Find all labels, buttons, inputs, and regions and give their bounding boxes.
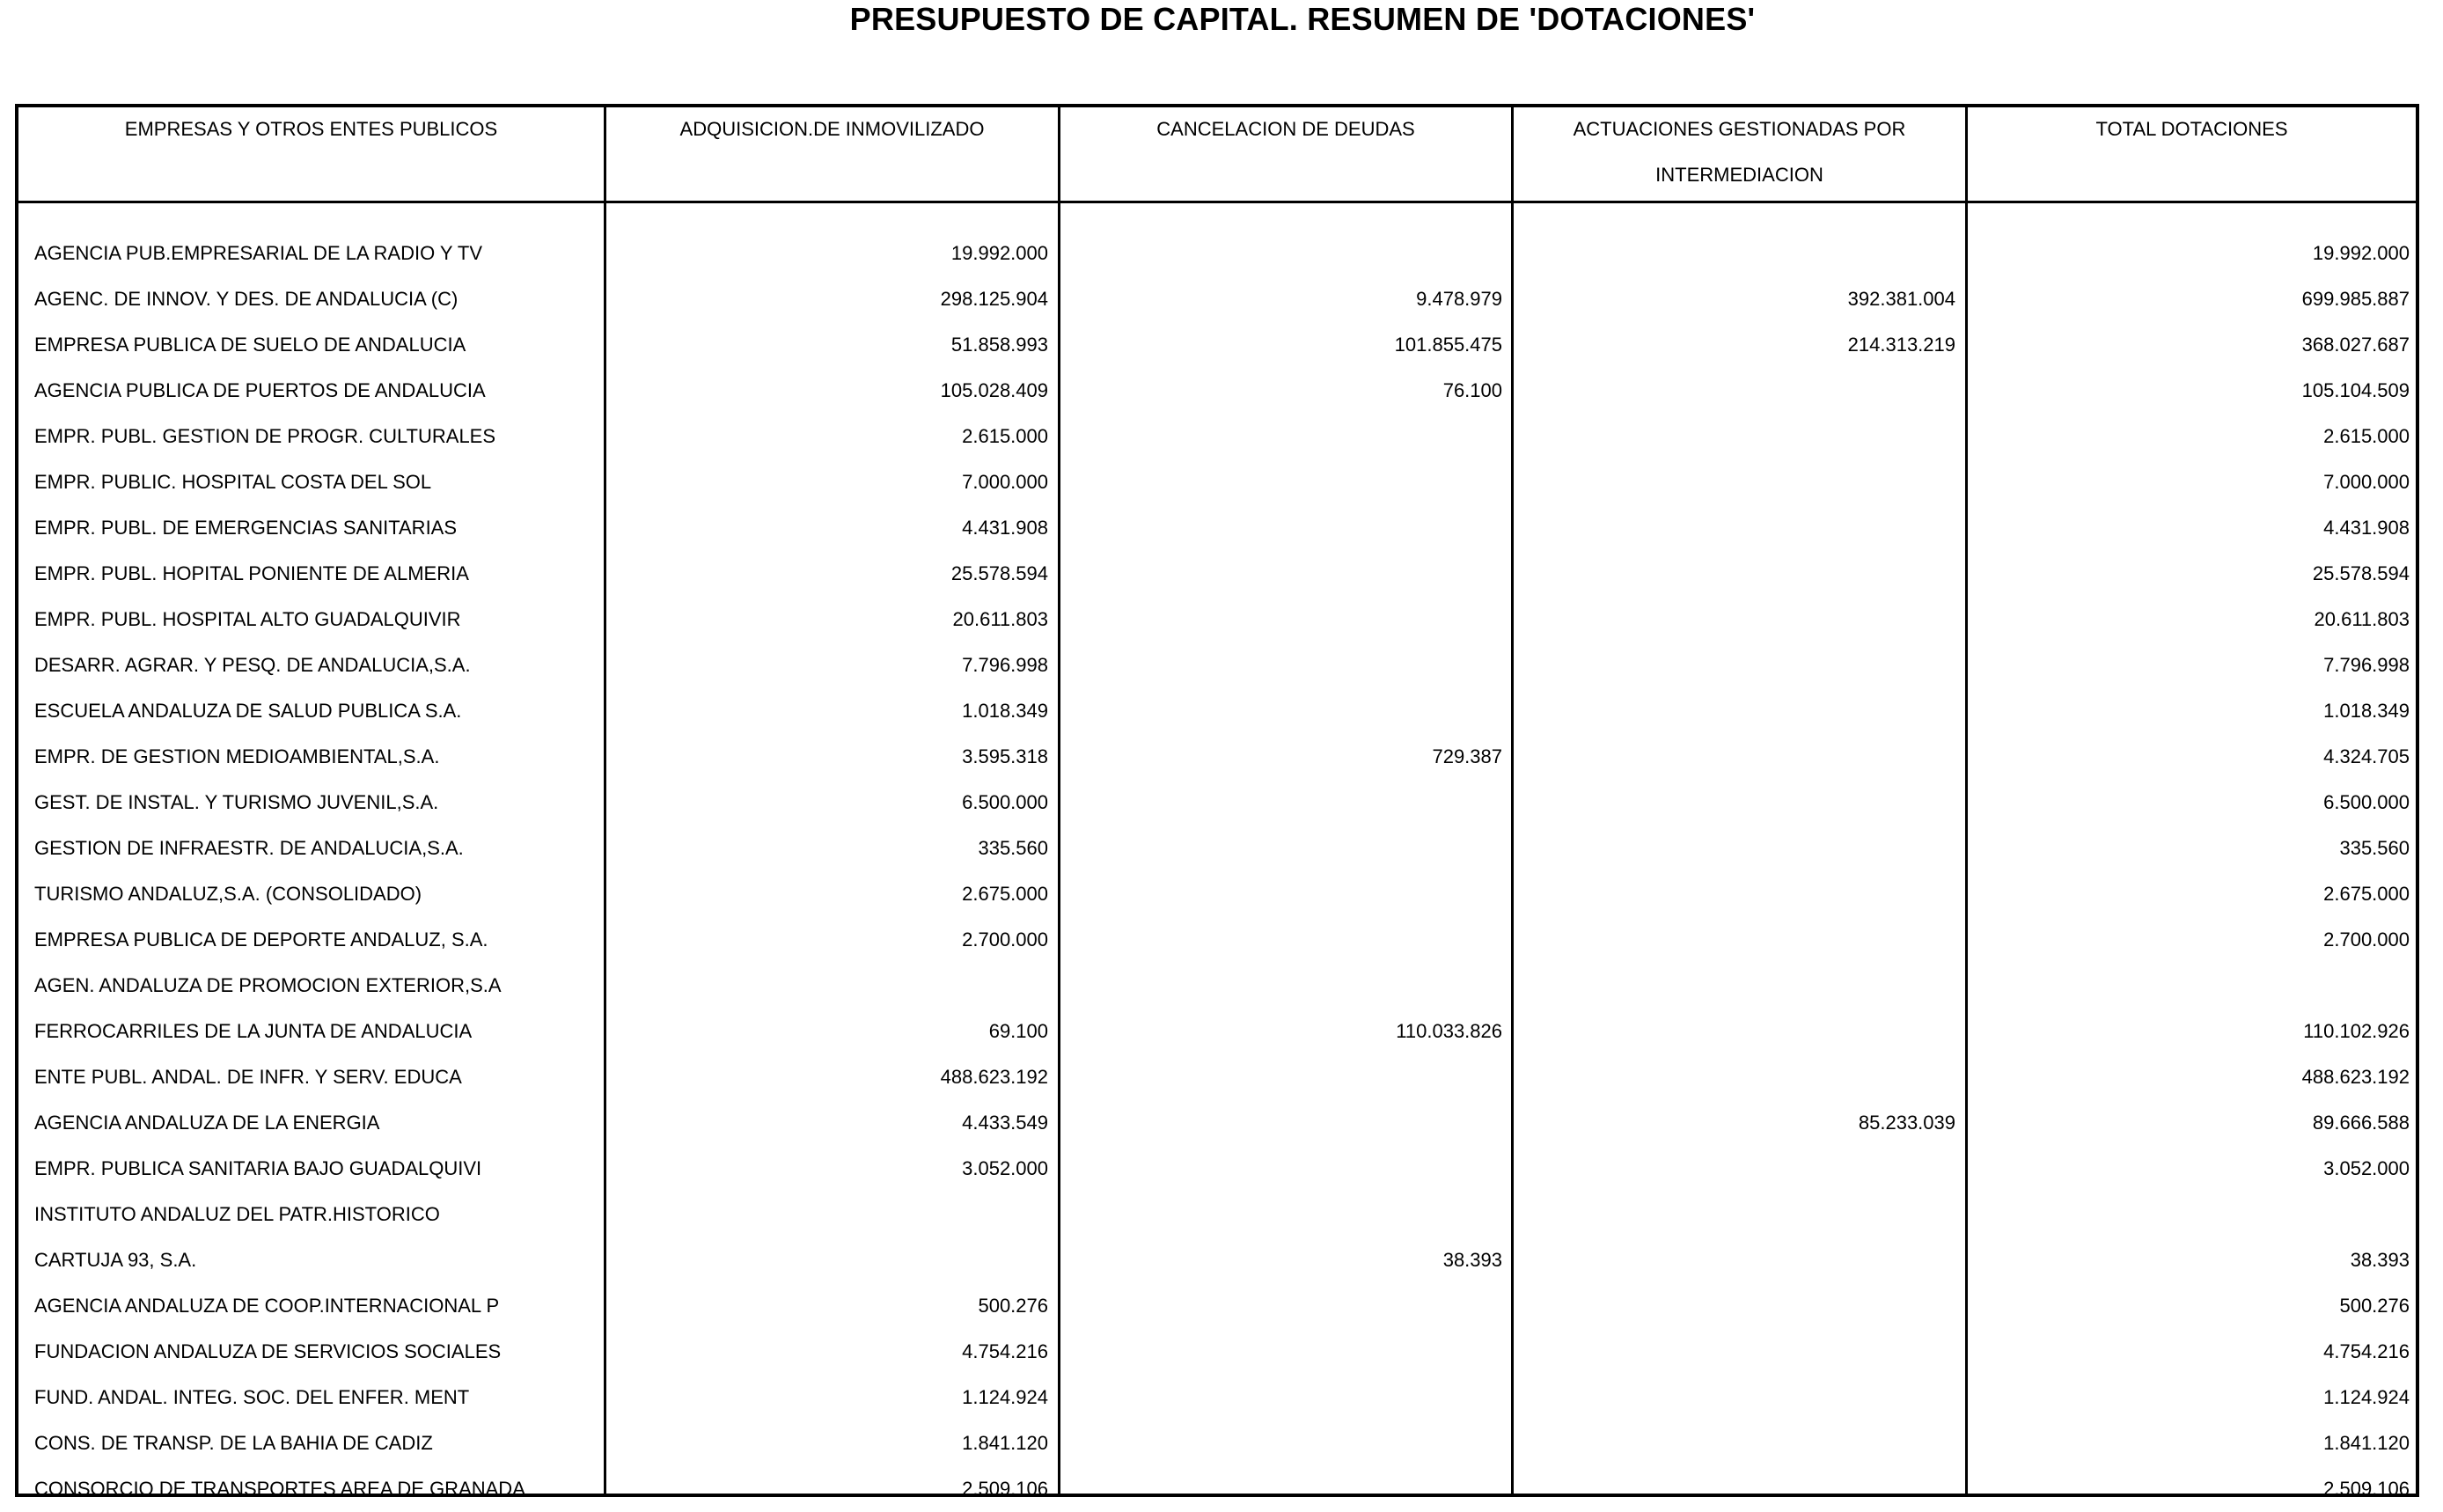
cancelacion-value: 38.393 (1442, 1249, 1502, 1271)
table-row (18, 414, 2416, 459)
table-row (18, 1009, 2416, 1054)
adquisicion-value: 500.276 (978, 1295, 1048, 1317)
entity-name: CARTUJA 93, S.A. (34, 1249, 197, 1271)
total-value: 89.666.588 (2312, 1112, 2410, 1134)
header-divider (18, 201, 2416, 203)
dotaciones-table (15, 104, 2419, 1500)
entity-name: EMPRESA PUBLICA DE SUELO DE ANDALUCIA (34, 334, 466, 356)
table-row (18, 551, 2416, 597)
total-value (1970, 963, 2410, 1009)
entity-name: AGEN. ANDALUZA DE PROMOCION EXTERIOR,S.A (34, 974, 502, 996)
total-value: 38.393 (2350, 1249, 2410, 1271)
entity-name: GESTION DE INFRAESTR. DE ANDALUCIA,S.A. (34, 837, 464, 859)
actuaciones-value (1515, 963, 1955, 1009)
table-row (18, 734, 2416, 780)
adquisicion-value: 19.992.000 (950, 242, 1048, 264)
adquisicion-value: 298.125.904 (940, 288, 1048, 310)
actuaciones-value (1515, 231, 1955, 276)
table-row (18, 1146, 2416, 1192)
adquisicion-value: 1.018.349 (962, 700, 1048, 722)
cancelacion-value (1062, 642, 1502, 688)
entity-name: EMPR. PUBL. HOPITAL PONIENTE DE ALMERIA (34, 562, 469, 584)
cancelacion-value: 110.033.826 (1396, 1020, 1502, 1042)
actuaciones-value (1515, 1146, 1955, 1192)
actuaciones-value (1515, 505, 1955, 551)
cancelacion-value (1062, 1466, 1502, 1512)
table-row (18, 322, 2416, 368)
total-value: 2.509.106 (2323, 1478, 2410, 1500)
column-header-label: TOTAL DOTACIONES (2095, 118, 2288, 140)
entity-name: EMPR. PUBLIC. HOSPITAL COSTA DEL SOL (34, 471, 432, 493)
cancelacion-value (1062, 597, 1502, 642)
total-value: 7.000.000 (2323, 471, 2410, 493)
cancelacion-value: 76.100 (1442, 379, 1502, 401)
entity-name: INSTITUTO ANDALUZ DEL PATR.HISTORICO (34, 1203, 440, 1225)
table-row (18, 1054, 2416, 1100)
entity-name: EMPR. PUBL. HOSPITAL ALTO GUADALQUIVIR (34, 608, 461, 630)
actuaciones-value (1515, 551, 1955, 597)
column-header-actuaciones (1514, 107, 1965, 201)
adquisicion-value: 4.754.216 (962, 1340, 1048, 1362)
column-header-label: EMPRESAS Y OTROS ENTES PUBLICOS (124, 118, 498, 140)
table-row (18, 505, 2416, 551)
entity-name: ENTE PUBL. ANDAL. DE INFR. Y SERV. EDUCA (34, 1066, 462, 1088)
actuaciones-value (1515, 1192, 1955, 1237)
adquisicion-value: 51.858.993 (950, 334, 1048, 356)
cancelacion-value (1062, 231, 1502, 276)
cancelacion-value (1062, 414, 1502, 459)
actuaciones-value (1515, 368, 1955, 414)
actuaciones-value (1515, 871, 1955, 917)
actuaciones-value (1515, 1054, 1955, 1100)
total-value: 500.276 (2339, 1295, 2410, 1317)
adquisicion-value (608, 1192, 1048, 1237)
page-title: PRESUPUESTO DE CAPITAL. RESUMEN DE 'DOTACIONES' (849, 1, 1756, 37)
cancelacion-value: 9.478.979 (1416, 288, 1502, 310)
actuaciones-value: 214.313.219 (1847, 334, 1955, 356)
cancelacion-value (1062, 1375, 1502, 1420)
entity-name: AGENCIA PUBLICA DE PUERTOS DE ANDALUCIA (34, 379, 486, 401)
table-row (18, 1375, 2416, 1420)
actuaciones-value (1515, 1283, 1955, 1329)
cancelacion-value (1062, 459, 1502, 505)
total-value: 2.700.000 (2323, 928, 2410, 951)
adquisicion-value: 20.611.803 (952, 608, 1048, 630)
table-row (18, 917, 2416, 963)
adquisicion-value: 2.615.000 (962, 425, 1048, 447)
table-row (18, 1100, 2416, 1146)
total-value: 7.796.998 (2323, 654, 2410, 676)
table-row (18, 1283, 2416, 1329)
table-row (18, 826, 2416, 871)
actuaciones-value (1515, 688, 1955, 734)
table-row (18, 1329, 2416, 1375)
total-value: 2.615.000 (2323, 425, 2410, 447)
entity-name: EMPR. PUBL. DE EMERGENCIAS SANITARIAS (34, 517, 458, 539)
table-row (18, 688, 2416, 734)
entity-name: EMPRESA PUBLICA DE DEPORTE ANDALUZ, S.A. (34, 928, 488, 951)
actuaciones-value (1515, 1237, 1955, 1283)
adquisicion-value: 3.052.000 (962, 1157, 1048, 1179)
adquisicion-value: 7.000.000 (962, 471, 1048, 493)
actuaciones-value (1515, 1329, 1955, 1375)
actuaciones-value (1515, 642, 1955, 688)
column-header-label: ADQUISICION.DE INMOVILIZADO (679, 118, 985, 140)
entity-name: AGENCIA ANDALUZA DE COOP.INTERNACIONAL P (34, 1295, 500, 1317)
cancelacion-value (1062, 1192, 1502, 1237)
total-value: 4.431.908 (2323, 517, 2410, 539)
entity-name: AGENC. DE INNOV. Y DES. DE ANDALUCIA (C) (34, 288, 459, 310)
adquisicion-value: 25.578.594 (950, 562, 1048, 584)
cancelacion-value (1062, 1146, 1502, 1192)
total-value: 335.560 (2339, 837, 2410, 859)
actuaciones-value (1515, 1420, 1955, 1466)
column-header-cancelacion (1060, 107, 1511, 201)
cancelacion-value (1062, 871, 1502, 917)
total-value: 20.611.803 (2314, 608, 2410, 630)
entity-name: AGENCIA PUB.EMPRESARIAL DE LA RADIO Y TV (34, 242, 483, 264)
actuaciones-value (1515, 734, 1955, 780)
adquisicion-value: 3.595.318 (962, 745, 1048, 767)
total-value: 4.754.216 (2323, 1340, 2410, 1362)
table-row (18, 1237, 2416, 1283)
cancelacion-value (1062, 1100, 1502, 1146)
cancelacion-value (1062, 505, 1502, 551)
entity-name: TURISMO ANDALUZ,S.A. (CONSOLIDADO) (34, 883, 422, 905)
table-row (18, 1192, 2416, 1237)
table-row (18, 231, 2416, 276)
actuaciones-value (1515, 459, 1955, 505)
entity-name: ESCUELA ANDALUZA DE SALUD PUBLICA S.A. (34, 700, 462, 722)
column-header-label: CANCELACION DE DEUDAS (1156, 118, 1415, 140)
table-row (18, 1420, 2416, 1466)
cancelacion-value (1062, 826, 1502, 871)
total-value (1970, 1192, 2410, 1237)
actuaciones-value (1515, 826, 1955, 871)
adquisicion-value (608, 963, 1048, 1009)
cancelacion-value: 101.855.475 (1394, 334, 1502, 356)
cancelacion-value (1062, 1329, 1502, 1375)
adquisicion-value: 1.124.924 (962, 1386, 1048, 1408)
adquisicion-value: 2.509.106 (962, 1478, 1048, 1500)
column-header-total (1968, 107, 2416, 201)
adquisicion-value: 4.431.908 (962, 517, 1048, 539)
table-row (18, 963, 2416, 1009)
entity-name: FUNDACION ANDALUZA DE SERVICIOS SOCIALES (34, 1340, 502, 1362)
column-header-label: ACTUACIONES GESTIONADAS POR (1573, 118, 1906, 140)
table-row (18, 276, 2416, 322)
adquisicion-value: 1.841.120 (962, 1432, 1048, 1454)
adquisicion-value: 105.028.409 (940, 379, 1048, 401)
column-header-entity (18, 107, 604, 201)
cancelacion-value (1062, 963, 1502, 1009)
total-value: 1.018.349 (2323, 700, 2410, 722)
table-row (18, 780, 2416, 826)
actuaciones-value (1515, 1009, 1955, 1054)
cancelacion-value (1062, 780, 1502, 826)
table-row (18, 1466, 2416, 1512)
actuaciones-value (1515, 917, 1955, 963)
column-header-adquisicion (606, 107, 1058, 201)
adquisicion-value (608, 1237, 1048, 1283)
table-row (18, 642, 2416, 688)
total-value: 2.675.000 (2323, 883, 2410, 905)
actuaciones-value: 392.381.004 (1847, 288, 1955, 310)
total-value: 110.102.926 (2303, 1020, 2410, 1042)
adquisicion-value: 7.796.998 (962, 654, 1048, 676)
adquisicion-value: 69.100 (988, 1020, 1048, 1042)
total-value: 25.578.594 (2312, 562, 2410, 584)
cancelacion-value (1062, 1054, 1502, 1100)
adquisicion-value: 335.560 (978, 837, 1048, 859)
total-value: 1.841.120 (2323, 1432, 2410, 1454)
actuaciones-value (1515, 414, 1955, 459)
actuaciones-value (1515, 780, 1955, 826)
column-header-label-continued: INTERMEDIACION (1655, 164, 1823, 186)
adquisicion-value: 4.433.549 (962, 1112, 1048, 1134)
total-value: 6.500.000 (2323, 791, 2410, 813)
entity-name: EMPR. PUBLICA SANITARIA BAJO GUADALQUIVI (34, 1157, 482, 1179)
adquisicion-value: 2.700.000 (962, 928, 1048, 951)
table-row (18, 871, 2416, 917)
actuaciones-value: 85.233.039 (1858, 1112, 1955, 1134)
entity-name: CONS. DE TRANSP. DE LA BAHIA DE CADIZ (34, 1432, 433, 1454)
entity-name: DESARR. AGRAR. Y PESQ. DE ANDALUCIA,S.A. (34, 654, 471, 676)
cancelacion-value (1062, 917, 1502, 963)
adquisicion-value: 2.675.000 (962, 883, 1048, 905)
actuaciones-value (1515, 597, 1955, 642)
entity-name: CONSORCIO DE TRANSPORTES AREA DE GRANADA (34, 1478, 525, 1500)
cancelacion-value (1062, 688, 1502, 734)
entity-name: AGENCIA ANDALUZA DE LA ENERGIA (34, 1112, 380, 1134)
total-value: 699.985.887 (2301, 288, 2410, 310)
total-value: 4.324.705 (2323, 745, 2410, 767)
total-value: 488.623.192 (2301, 1066, 2410, 1088)
actuaciones-value (1515, 1375, 1955, 1420)
table-row (18, 597, 2416, 642)
adquisicion-value: 6.500.000 (962, 791, 1048, 813)
cancelacion-value: 729.387 (1432, 745, 1502, 767)
entity-name: FERROCARRILES DE LA JUNTA DE ANDALUCIA (34, 1020, 473, 1042)
total-value: 1.124.924 (2323, 1386, 2410, 1408)
total-value: 19.992.000 (2312, 242, 2410, 264)
table-row (18, 368, 2416, 414)
cancelacion-value (1062, 551, 1502, 597)
cancelacion-value (1062, 1420, 1502, 1466)
entity-name: EMPR. DE GESTION MEDIOAMBIENTAL,S.A. (34, 745, 440, 767)
actuaciones-value (1515, 1466, 1955, 1512)
total-value: 368.027.687 (2301, 334, 2410, 356)
total-value: 105.104.509 (2301, 379, 2410, 401)
total-value: 3.052.000 (2323, 1157, 2410, 1179)
entity-name: GEST. DE INSTAL. Y TURISMO JUVENIL,S.A. (34, 791, 439, 813)
cancelacion-value (1062, 1283, 1502, 1329)
table-row (18, 459, 2416, 505)
entity-name: FUND. ANDAL. INTEG. SOC. DEL ENFER. MENT (34, 1386, 470, 1408)
adquisicion-value: 488.623.192 (940, 1066, 1048, 1088)
entity-name: EMPR. PUBL. GESTION DE PROGR. CULTURALES (34, 425, 496, 447)
